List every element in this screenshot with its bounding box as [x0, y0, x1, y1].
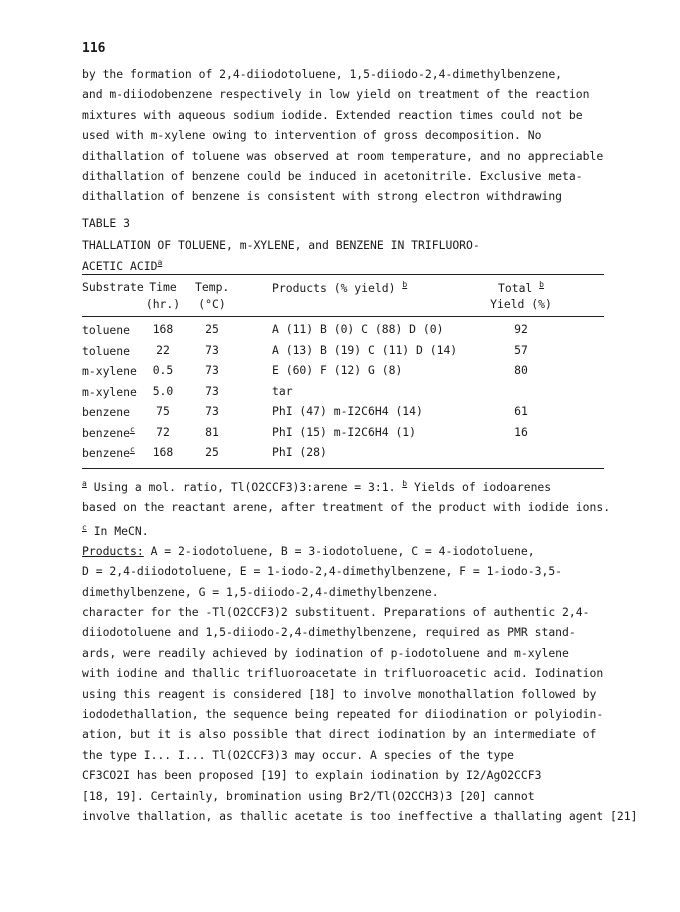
- paragraph-line: mixtures with aqueous sodium iodide. Extended reaction times could not be: [82, 107, 583, 122]
- cell-substrate: [82, 322, 130, 337]
- cell-time: [144, 343, 182, 357]
- cell-substrate: [82, 445, 135, 460]
- cell-substrate: [82, 343, 130, 358]
- cell-total: [486, 404, 556, 418]
- cell-total-text: 57: [514, 342, 528, 357]
- cell-total-text: 92: [514, 322, 528, 336]
- table-header-units-row: [82, 297, 604, 317]
- footnote-mark: c: [130, 424, 135, 434]
- cell-time-text: 22: [156, 342, 170, 357]
- paragraph-line: dithallation of benzene is consistent with strong electron withdrawing: [82, 189, 563, 204]
- cell-time: [144, 322, 182, 336]
- paragraph-line: by the formation of 2,4-diiodotoluene, 1,5-diiodo-2,4-dimethylbenzene,: [82, 67, 563, 81]
- cell-time: [144, 425, 182, 439]
- paragraph-line: involve thallation, as thallic acetate is too ineffective a thallating agent [21]: [82, 809, 638, 824]
- cell-temp-text: 81: [205, 424, 219, 439]
- header-time: Time: [149, 280, 177, 294]
- cell-products: [272, 445, 327, 459]
- cell-products-text: PhI (15) m-I2C6H4 (1): [272, 424, 417, 439]
- table-bottom-rule: [82, 468, 604, 469]
- cell-temp: [195, 322, 229, 336]
- footnote-mark: b: [539, 280, 544, 289]
- products-legend: A = 2-iodotoluene, B = 3-iodotoluene, C = 4-iodotoluene,: [150, 543, 535, 558]
- cell-products: [272, 363, 402, 377]
- cell-substrate: [82, 404, 130, 419]
- table-row: [82, 425, 604, 445]
- products-legend-line: [82, 541, 602, 561]
- table-footnotes: [82, 474, 638, 827]
- table-label: TABLE 3: [82, 216, 131, 230]
- table-row: [82, 343, 604, 363]
- header-total-unit: Yield (%): [490, 297, 552, 311]
- table-row: [82, 384, 604, 404]
- footnote-c: In MeCN.: [93, 523, 149, 538]
- footnote-mark: a: [82, 479, 87, 488]
- cell-time-text: 168: [152, 445, 174, 459]
- footnote-mark: c: [82, 522, 87, 532]
- paragraph-line: ards, were readily achieved by iodination of p-iodotoluene and m-xylene: [82, 645, 569, 660]
- cell-substrate: [82, 363, 137, 378]
- header-temp-unit: (°C): [198, 297, 226, 311]
- cell-products-text: PhI (28): [272, 445, 327, 459]
- products-label: Products:: [82, 543, 144, 558]
- header-products-text: Products (% yield): [272, 280, 396, 295]
- cell-time-text: 0.5: [152, 363, 174, 377]
- header-total-text: Total: [498, 280, 533, 295]
- cell-temp: [195, 384, 229, 398]
- cell-total-text: 61: [514, 404, 528, 418]
- footnote-b-continued: based on the reactant arene, after treatment of the product with iodide ions.: [82, 500, 611, 515]
- paragraph-line: using this reagent is considered [18] to involve monothallation followed by: [82, 686, 597, 701]
- cell-products: [272, 404, 423, 418]
- cell-substrate: [82, 384, 137, 399]
- cell-total: [486, 322, 556, 336]
- cell-time-text: 168: [152, 322, 174, 336]
- footnote-mark: b: [402, 280, 408, 289]
- header-substrate: Substrate: [82, 280, 144, 294]
- cell-total: [486, 343, 556, 357]
- footnote-a: Using a mol. ratio, Tl(O2CCF3)3:arene = 3:1.: [93, 479, 396, 494]
- footnote-mark: a: [157, 258, 163, 267]
- table-header-rule: [82, 316, 604, 317]
- cell-temp: [195, 445, 229, 459]
- table-title-line2: [82, 254, 162, 275]
- cell-substrate-text: m-xylene: [82, 363, 137, 378]
- table-row: [82, 404, 604, 424]
- header-products: [272, 280, 407, 295]
- cell-products-text: tar: [272, 383, 293, 398]
- footnote-mark: c: [130, 445, 135, 454]
- cell-temp: [195, 343, 229, 357]
- table-title-line1: THALLATION OF TOLUENE, m-XYLENE, and BENZENE IN TRIFLUORO-: [82, 238, 480, 252]
- paragraph-line: and m-diiodobenzene respectively in low yield on treatment of the reaction: [82, 87, 590, 102]
- paragraph-line: ation, but it is also possible that direct iodination by an intermediate of: [82, 727, 597, 742]
- cell-products-text: A (11) B (0) C (88) D (0): [272, 322, 444, 336]
- cell-temp-text: 73: [205, 363, 219, 377]
- footnote-mark: b: [402, 479, 408, 488]
- footnote-b: Yields of iodoarenes: [413, 479, 552, 494]
- page-number: 116: [82, 41, 106, 56]
- table-top-rule: [82, 274, 604, 275]
- cell-temp: [195, 425, 229, 439]
- cell-substrate-text: toluene: [82, 322, 131, 337]
- table-title-text: ACETIC ACID: [82, 258, 158, 273]
- header-total: [486, 280, 556, 295]
- cell-time: [144, 445, 182, 459]
- table-row: [82, 445, 604, 465]
- cell-products: [272, 425, 416, 439]
- cell-substrate-text: benzene: [82, 425, 131, 440]
- header-temp: Temp.: [195, 280, 230, 294]
- cell-time: [144, 363, 182, 377]
- paragraph-line: [18, 19]. Certainly, bromination using Br2/Tl(O2CCH3)3 [20] cannot: [82, 788, 535, 803]
- cell-products: [272, 343, 457, 357]
- cell-time-text: 5.0: [152, 383, 174, 398]
- cell-temp-text: 25: [205, 322, 219, 336]
- paragraph-line: used with m-xylene owing to intervention of gross decomposition. No: [82, 128, 542, 143]
- footnote-line: [82, 518, 602, 541]
- cell-total: [486, 425, 556, 439]
- cell-substrate-text: toluene: [82, 343, 131, 358]
- paragraph-line: diiodotoluene and 1,5-diiodo-2,4-dimethylbenzene, required as PMR stand-: [82, 625, 576, 640]
- table-row: [82, 322, 604, 342]
- footnote-line: [82, 474, 602, 497]
- cell-time-text: 75: [156, 404, 170, 418]
- cell-temp-text: 73: [205, 383, 219, 398]
- cell-total-text: 16: [514, 424, 528, 439]
- cell-temp: [195, 363, 229, 377]
- products-legend-line: dimethylbenzene, G = 1,5-diiodo-2,4-dimethylbenzene.: [82, 584, 439, 599]
- paragraph-line: character for the -Tl(O2CCF3)2 substituent. Preparations of authentic 2,4-: [82, 605, 590, 620]
- cell-total-text: 80: [514, 363, 528, 377]
- cell-temp-text: 73: [205, 404, 219, 418]
- cell-time-text: 72: [156, 424, 170, 439]
- paragraph-line: the type I... I... Tl(O2CCF3)3 may occur. A species of the type: [82, 747, 515, 762]
- paragraph-continued: [82, 64, 602, 207]
- cell-time: [144, 404, 182, 418]
- cell-substrate-text: benzene: [82, 445, 131, 460]
- cell-products: [272, 322, 443, 336]
- products-legend-line: D = 2,4-diiodotoluene, E = 1-iodo-2,4-dimethylbenzene, F = 1-iodo-3,5-: [82, 564, 563, 579]
- cell-substrate: [82, 425, 135, 440]
- table-row: [82, 363, 604, 383]
- paragraph-line: with iodine and thallic trifluoroacetate in trifluoroacetic acid. Iodination: [82, 666, 604, 681]
- cell-products-text: A (13) B (19) C (11) D (14): [272, 342, 458, 357]
- header-time-unit: (hr.): [145, 297, 181, 311]
- cell-temp: [195, 404, 229, 418]
- cell-temp-text: 25: [205, 445, 219, 459]
- cell-substrate-text: m-xylene: [82, 384, 137, 399]
- cell-time: [144, 384, 182, 398]
- cell-products-text: PhI (47) m-I2C6H4 (14): [272, 404, 423, 418]
- paragraph-line: dithallation of toluene was observed at room temperature, and no appreciable: [82, 148, 604, 163]
- paragraph-line: iododethallation, the sequence being repeated for diiodination or polyiodin-: [82, 707, 604, 722]
- cell-total: [486, 363, 556, 377]
- cell-products-text: E (60) F (12) G (8): [272, 363, 403, 377]
- paragraph-line: CF3CO2I has been proposed [19] to explain iodination by I2/AgO2CCF3: [82, 768, 542, 783]
- cell-temp-text: 73: [205, 342, 219, 357]
- cell-substrate-text: benzene: [82, 404, 131, 419]
- cell-products: [272, 384, 293, 398]
- paragraph-line: dithallation of benzene could be induced in acetonitrile. Exclusive meta-: [82, 169, 583, 184]
